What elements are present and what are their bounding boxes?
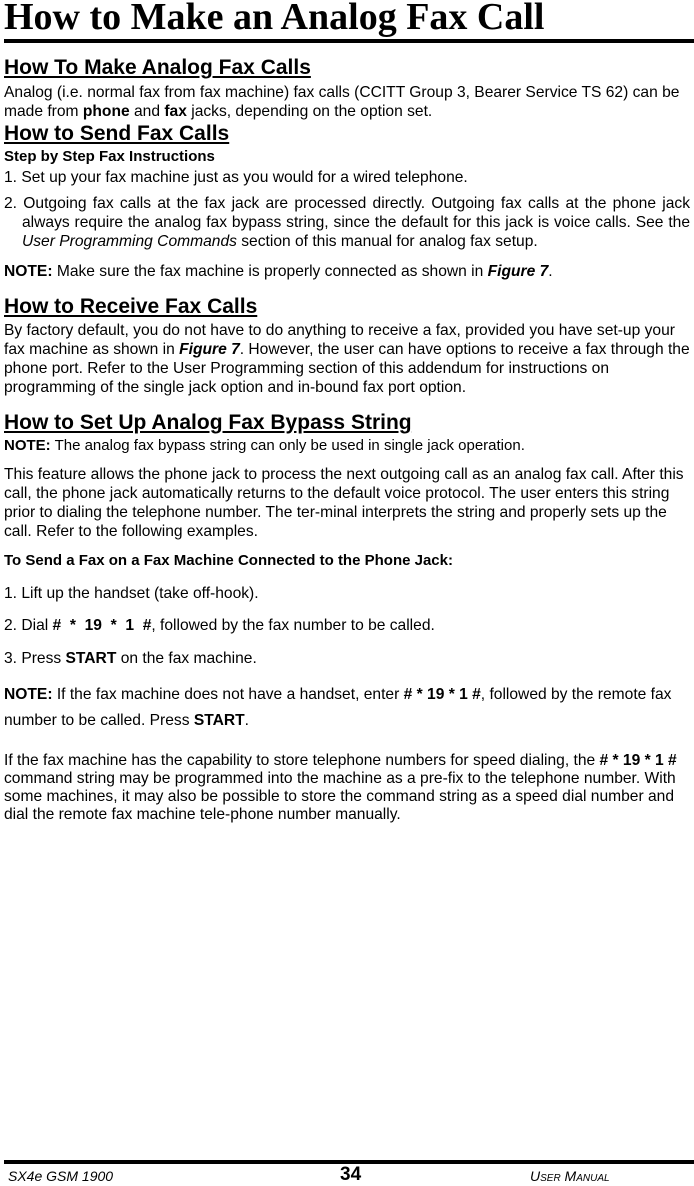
- phone-step-2: 2. Dial # * 19 * 1 #, followed by the fax number to be called.: [4, 617, 435, 634]
- phone-step-1: 1. Lift up the handset (take off-hook).: [4, 585, 259, 602]
- footer-product: SX4e GSM 1900: [8, 1168, 114, 1184]
- phone-step-3: 3. Press START on the fax machine.: [4, 650, 257, 667]
- note-no-handset: NOTE: If the fax machine does not have a handset, enter # * 19 * 1 #, followed by the remote fax number to be called. Press START.: [4, 686, 672, 729]
- title-rule: [4, 39, 694, 43]
- heading-receive-fax-calls: How to Receive Fax Calls: [4, 295, 258, 318]
- heading-send-fax-calls: How to Send Fax Calls: [4, 122, 230, 145]
- page-title: How to Make an Analog Fax Call: [4, 0, 545, 38]
- bypass-paragraph: This feature allows the phone jack to process the next outgoing call as an analog fax call. After this call, the phone jack automatically returns to the default voice protocol. The user enters this string prior to dialing the telephone number. The ter-minal interprets the string and properly sets up the call. Refer to the following examples.: [4, 466, 684, 540]
- subheading-phone-jack: To Send a Fax on a Fax Machine Connected to the Phone Jack:: [4, 552, 453, 569]
- page-number: 34: [340, 1164, 362, 1185]
- send-step-1: 1. Set up your fax machine just as you would for a wired telephone.: [4, 169, 468, 186]
- note-connection: NOTE: Make sure the fax machine is properly connected as shown in Figure 7.: [4, 263, 553, 280]
- speed-dial-paragraph: If the fax machine has the capability to store telephone numbers for speed dialing, the # * 19 * 1 # command string may be programmed into the machine as a pre-fix to the telephone number. With some machines, it may also be possible to store the command string as a speed dial number and dial the remote fax machine tele-phone number manually.: [4, 752, 677, 823]
- intro-paragraph: Analog (i.e. normal fax from fax machine) fax calls (CCITT Group 3, Bearer Service TS 62) can be made from phone and fax jacks, depending on the option set.: [4, 84, 680, 120]
- send-step-2: 2. Outgoing fax calls at the fax jack are processed directly. Outgoing fax calls at the phone jack always require the analog fax bypass string, since the default for this jack is voice calls. See the User Programming Commands section of this manual for analog fax setup.: [4, 195, 690, 250]
- heading-bypass-string: How to Set Up Analog Fax Bypass String: [4, 411, 412, 434]
- note-single-jack: NOTE: The analog fax bypass string can only be used in single jack operation.: [4, 437, 525, 454]
- heading-analog-fax-calls: How To Make Analog Fax Calls: [4, 56, 311, 79]
- document-body: [4, 55, 690, 824]
- subheading-step-by-step: Step by Step Fax Instructions: [4, 148, 215, 165]
- receive-paragraph: By factory default, you do not have to do anything to receive a fax, provided you have set-up your fax machine as shown in Figure 7. However, the user can have options to receive a fax through the phone port. Refer to the User Programming section of this addendum for instructions on programming of the single jack option and in-bound fax port option.: [4, 322, 690, 396]
- footer-manual: User Manual: [530, 1168, 610, 1184]
